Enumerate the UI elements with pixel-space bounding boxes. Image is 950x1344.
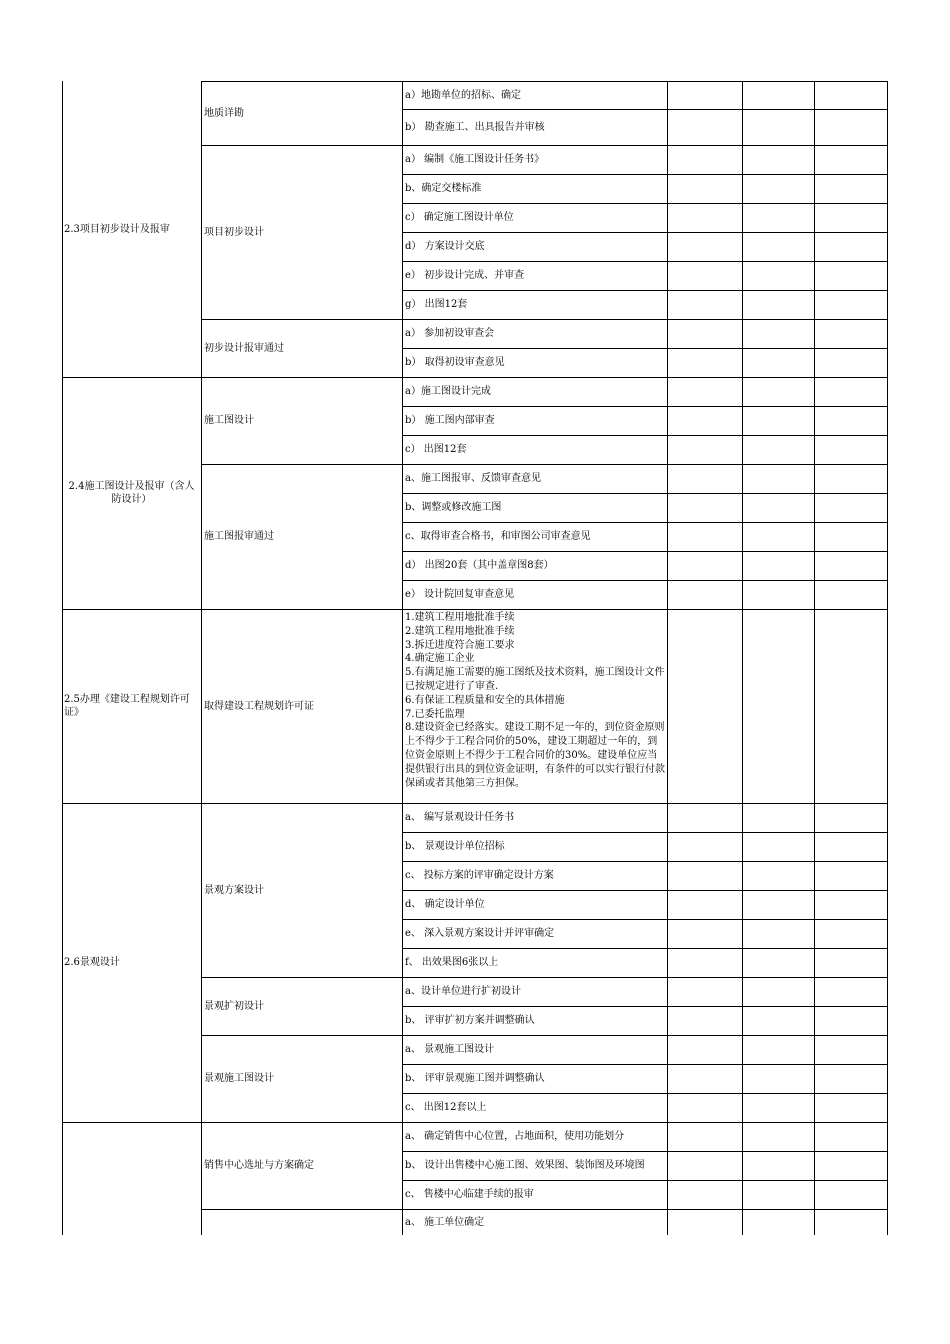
task-item: g） 出图12套 [405,299,468,310]
section-divider [62,1122,201,1123]
task-item: e） 初步设计完成、并审查 [405,270,525,281]
task-item: d） 方案设计交底 [405,241,485,252]
task-item: e） 设计院回复审查意见 [405,589,515,600]
subtask-label: 景观施工图设计 [204,1073,274,1084]
subtask-label: 景观扩初设计 [204,1000,264,1012]
task-item: c） 确定施工图设计单位 [405,212,514,223]
requirements-list: 1.建筑工程用地批准手续 2.建筑工程用地批准手续 3.拆迁进度符合施工要求 4.确定施工企业 5.有满足施工需要的施工图纸及技术资料，施工图设计文件已按规定进行了审查. 6.有保证工程质量和安全的具体措施 7.已委托监理 8.建设资金已经落实。建设工期不足一年的，到位资金原则上不得少于工程合同价的50%，建设工期超过一年的，到位资金原则上不得少于工程合同价的30%。建设单位应当提供银行出具的到位资金证明，有条件的可以实行银行付款保函或者其他第三方担保。 [405,612,665,789]
task-item: a、 确定销售中心位置，占地面积，使用功能划分 [405,1131,625,1142]
task-item: b、调整或修改施工图 [405,502,502,513]
column-line-2 [402,81,403,1235]
task-item: b、 景观设计单位招标 [405,841,505,852]
task-item: b） 勘查施工、出具报告并审核 [405,121,545,133]
section-label: 2.3项目初步设计及报审 [64,223,170,235]
column-line-4 [742,81,743,1235]
task-item: f、 出效果图6张以上 [405,957,499,968]
task-item: b、 设计出售楼中心施工图、效果图、装饰图及环境图 [405,1160,645,1171]
subtask-label: 景观方案设计 [204,884,264,896]
task-item: b、 评审扩初方案并调整确认 [405,1015,535,1026]
subtask-label: 施工图设计 [204,415,254,426]
task-item: b、确定交楼标准 [405,183,482,194]
section-label: 2.5办理《建设工程规划许可证》 [64,694,190,718]
task-item: b、 评审景观施工图并调整确认 [405,1073,545,1084]
column-line-3 [667,81,668,1235]
column-line-0 [62,81,63,1235]
task-item: d、 确定设计单位 [405,899,485,910]
subtask-label: 地质详勘 [204,107,244,119]
task-item: a）地勘单位的招标、确定 [405,89,521,101]
column-line-6 [887,81,888,1235]
task-item: d） 出图20套（其中盖章图8套） [405,560,554,571]
top-border [402,81,888,82]
task-item: a、 编写景观设计任务书 [405,812,515,823]
task-item: a） 参加初设审查会 [405,328,495,339]
column-line-5 [814,81,815,1235]
task-item: c、 售楼中心临建手续的报审 [405,1189,534,1200]
subtask-label: 项目初步设计 [204,226,264,238]
task-item: b） 施工图内部审查 [405,415,495,426]
task-item: e、 深入景观方案设计并评审确定 [405,928,555,939]
top-border-sub [201,81,402,82]
task-item: a、设计单位进行扩初设计 [405,986,521,997]
section-label: 2.4施工图设计及报审（含人防设计） [68,481,195,505]
task-item: c、 出图12套以上 [405,1102,487,1113]
task-item: a、施工图报审、反馈审查意见 [405,473,541,484]
task-item: a）施工图设计完成 [405,386,491,397]
task-item: a） 编制《施工图设计任务书》 [405,154,545,165]
task-item: a、 景观施工图设计 [405,1044,495,1055]
subtask-label: 初步设计报审通过 [204,342,284,354]
group-divider [201,1209,402,1210]
task-item: c、 投标方案的评审确定设计方案 [405,870,554,881]
task-item: c） 出图12套 [405,444,467,455]
task-item: a、 施工单位确定 [405,1216,485,1228]
subtask-label: 销售中心选址与方案确定 [204,1160,314,1171]
column-line-1 [201,81,202,1235]
task-item: c、取得审查合格书，和审图公司审查意见 [405,531,591,542]
subtask-label: 施工图报审通过 [204,531,274,542]
task-item: b） 取得初设审查意见 [405,357,505,368]
section-label: 2.6景观设计 [64,957,120,968]
subtask-label: 取得建设工程规划许可证 [204,700,314,712]
